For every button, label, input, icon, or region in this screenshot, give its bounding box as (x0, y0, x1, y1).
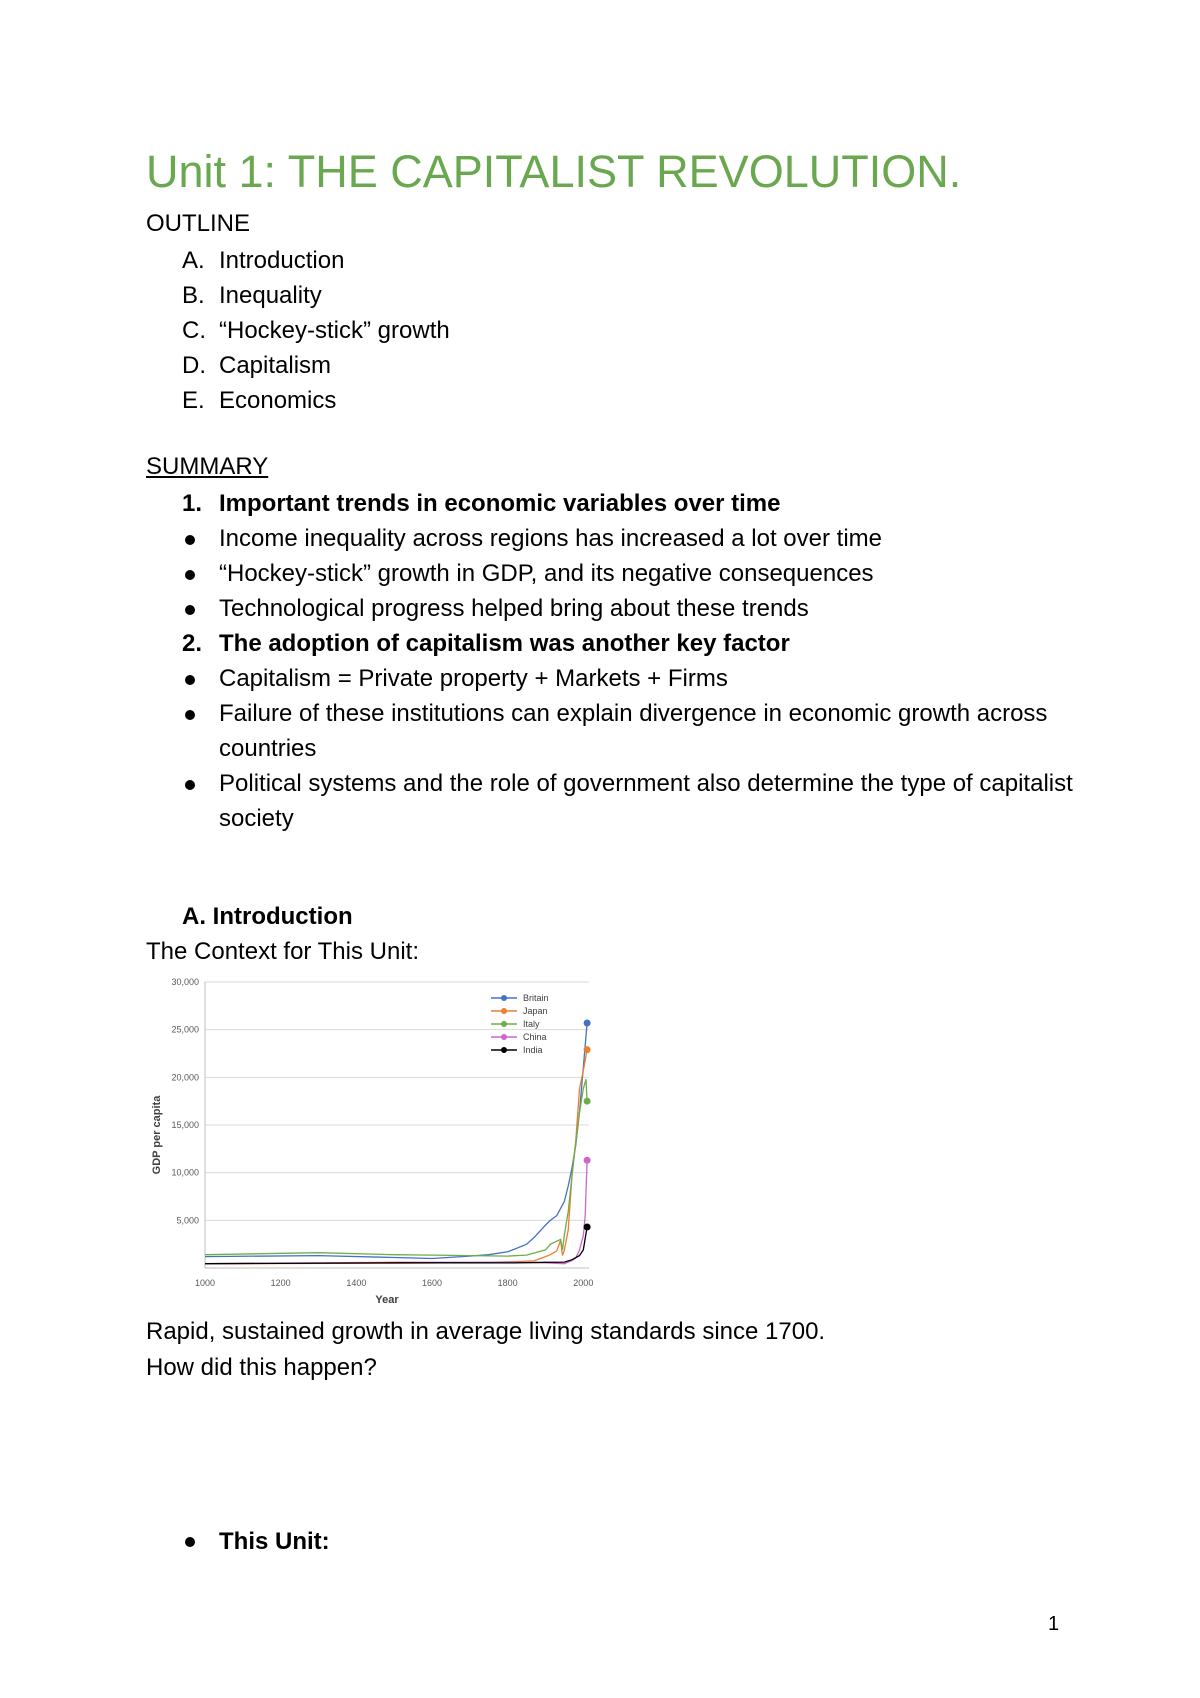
outline-text: Economics (219, 387, 337, 414)
y-axis-label: GDP per capita (151, 1095, 163, 1175)
summary-text: Important trends in economic variables over time (219, 490, 781, 517)
outline-marker: C. (182, 317, 206, 344)
summary-text: Failure of these institutions can explain divergence in economic growth across countries (219, 700, 1048, 762)
summary-bullet-item (182, 591, 1082, 626)
y-tick-label: 20,000 (171, 1072, 199, 1083)
bullet-icon (185, 710, 195, 720)
outline-item (182, 243, 450, 278)
y-tick-label: 5,000 (176, 1215, 199, 1226)
bullet-icon (185, 535, 195, 545)
question-text: How did this happen? (146, 1354, 377, 1381)
outline-text: Inequality (219, 282, 322, 309)
rapid-growth-text: Rapid, sustained growth in average living standards since 1700. (146, 1318, 826, 1345)
outline-marker: D. (182, 352, 206, 379)
summary-number: 1. (182, 490, 203, 517)
outline-text: Capitalism (219, 352, 332, 379)
bullet-icon (185, 605, 195, 615)
x-tick-label: 1000 (194, 1278, 216, 1288)
context-label: The Context for This Unit: (146, 938, 419, 965)
legend-marker (501, 1021, 507, 1027)
summary-bullet-item (182, 556, 1082, 591)
x-axis-label: Year (375, 1294, 399, 1306)
legend-marker (501, 1008, 507, 1014)
gdp-per-capita-chart (147, 972, 593, 1310)
page-title: Unit 1: THE CAPITALIST REVOLUTION. (146, 146, 962, 197)
section-heading-introduction: A. Introduction (182, 903, 353, 930)
summary-text: The adoption of capitalism was another key factor (219, 630, 790, 657)
outline-text: Introduction (219, 247, 345, 274)
series-end-point-japan (584, 1046, 591, 1053)
summary-heading-item (182, 486, 1082, 521)
series-end-point-china (584, 1157, 591, 1164)
outline-text: “Hockey-stick” growth (219, 317, 450, 344)
legend-label: Britain (523, 993, 549, 1003)
page-number: 1 (1048, 1613, 1060, 1635)
bullet-icon (185, 1537, 195, 1547)
outline-item (182, 383, 450, 418)
outline-item (182, 278, 450, 313)
summary-number: 2. (182, 630, 203, 657)
legend-label: Italy (523, 1019, 540, 1029)
bullet-icon (185, 780, 195, 790)
bullet-icon (185, 675, 195, 685)
legend-label: China (523, 1032, 547, 1042)
summary-bullet-item (182, 766, 1082, 836)
summary-text: Political systems and the role of government also determine the type of capitalist society (219, 770, 1073, 832)
outline-marker: E. (182, 387, 205, 414)
summary-bullet-item (182, 696, 1082, 766)
bullet-icon (185, 570, 195, 580)
summary-bullet-item (182, 521, 1082, 556)
legend-label: Japan (523, 1006, 548, 1016)
this-unit-text: This Unit: (219, 1528, 330, 1555)
this-unit-bullet (182, 1527, 330, 1557)
summary-text: Income inequality across regions has increased a lot over time (219, 525, 882, 552)
legend-marker (501, 1034, 507, 1040)
legend-marker (501, 1047, 507, 1053)
series-line-italy (205, 1079, 587, 1256)
y-tick-label: 30,000 (171, 977, 199, 987)
legend-label: India (523, 1045, 543, 1055)
outline-marker: A. (182, 247, 205, 274)
summary-label: SUMMARY (146, 453, 269, 480)
y-tick-label: 10,000 (171, 1167, 199, 1178)
series-end-point-italy (584, 1098, 591, 1105)
x-tick-label: 1800 (497, 1278, 518, 1288)
outline-marker: B. (182, 282, 205, 309)
summary-text: Capitalism = Private property + Markets + Firms (219, 665, 728, 692)
series-line-china (205, 1160, 587, 1263)
summary-text: “Hockey-stick” growth in GDP, and its negative consequences (219, 560, 874, 587)
outline-item (182, 313, 450, 348)
summary-heading-item (182, 626, 1082, 661)
legend-marker (501, 995, 507, 1001)
series-end-point-britain (584, 1019, 591, 1026)
series-end-point-india (584, 1224, 591, 1231)
summary-text: Technological progress helped bring about these trends (219, 595, 809, 622)
summary-bullet-item (182, 661, 1082, 696)
summary-list (182, 486, 1082, 836)
x-tick-label: 1400 (346, 1278, 367, 1288)
y-tick-label: 25,000 (171, 1024, 199, 1035)
outline-list (182, 243, 450, 418)
x-tick-label: 2000 (573, 1278, 593, 1288)
y-tick-label: 15,000 (171, 1120, 199, 1130)
series-line-britain (205, 1023, 587, 1259)
series-line-japan (205, 1050, 587, 1264)
outline-item (182, 348, 450, 383)
outline-label: OUTLINE (146, 210, 251, 237)
x-tick-label: 1200 (270, 1278, 291, 1288)
x-tick-label: 1600 (421, 1278, 443, 1288)
